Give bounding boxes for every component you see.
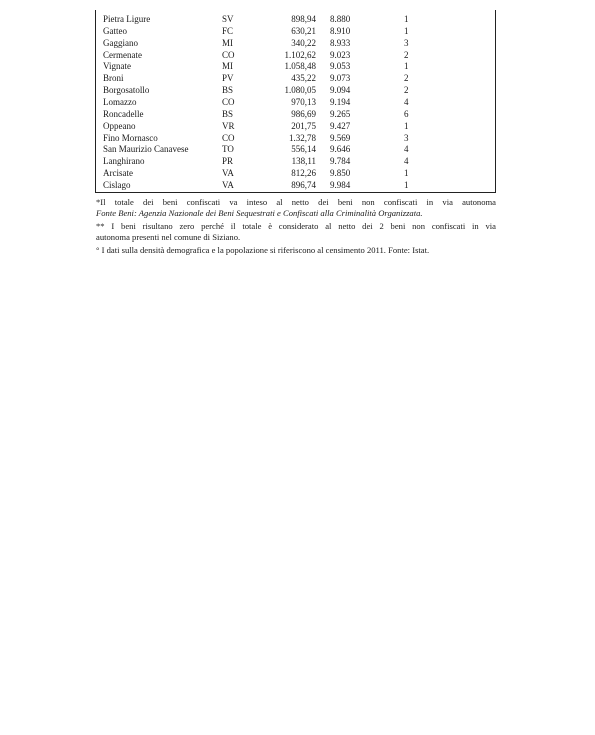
- value-cell: 1.080,05: [284, 85, 316, 96]
- density-cell: 9.073: [330, 73, 351, 84]
- province-cell: VA: [222, 179, 234, 190]
- count-cell: 2: [404, 49, 409, 60]
- table-row: [96, 38, 495, 50]
- municipality-cell: Cermenate: [103, 49, 142, 60]
- municipality-cell: Gaggiano: [103, 37, 138, 48]
- table-row: [96, 73, 495, 85]
- density-cell: 8.910: [330, 25, 351, 36]
- municipality-cell: Pietra Ligure: [103, 14, 151, 24]
- count-cell: 1: [404, 25, 409, 36]
- value-cell: 1.32,78: [289, 132, 316, 143]
- table-row: [96, 180, 495, 192]
- value-cell: 898,94: [291, 14, 316, 24]
- province-cell: FC: [222, 25, 234, 36]
- province-cell: CO: [222, 96, 235, 107]
- density-cell: 8.880: [330, 14, 351, 24]
- value-cell: 138,11: [291, 156, 316, 167]
- municipality-cell: Oppeano: [103, 120, 136, 131]
- count-cell: 4: [404, 96, 409, 107]
- footnote-zero-goods-continued: autonoma presenti nel comune di Siziano.: [96, 232, 241, 243]
- province-cell: MI: [222, 37, 233, 48]
- table-row: [96, 109, 495, 121]
- density-cell: 9.427: [330, 120, 351, 131]
- count-cell: 3: [404, 132, 409, 143]
- count-cell: 3: [404, 37, 409, 48]
- province-cell: MI: [222, 61, 233, 72]
- table-row: [96, 14, 495, 26]
- table-row: [96, 121, 495, 133]
- municipality-cell: Borgosatollo: [103, 85, 150, 96]
- municipality-cell: Cislago: [103, 179, 131, 190]
- count-cell: 2: [404, 85, 409, 96]
- table-row: [96, 133, 495, 145]
- density-cell: 9.023: [330, 49, 351, 60]
- province-cell: SV: [222, 14, 234, 24]
- municipality-cell: Arcisate: [103, 168, 133, 179]
- source-note: Fonte Beni: Agenzia Nazionale dei Beni Sequestrati e Confiscati alla Criminalità Organizzata.: [96, 208, 423, 219]
- province-cell: BS: [222, 108, 234, 119]
- count-cell: 2: [404, 73, 409, 84]
- value-cell: 896,74: [291, 179, 316, 190]
- table-row: [96, 85, 495, 97]
- value-cell: 556,14: [291, 144, 316, 155]
- province-cell: CO: [222, 132, 235, 143]
- province-cell: BS: [222, 85, 234, 96]
- table-row: [96, 50, 495, 62]
- density-cell: 9.569: [330, 132, 351, 143]
- municipality-cell: Fino Mornasco: [103, 132, 158, 143]
- count-cell: 1: [404, 120, 409, 131]
- density-cell: 9.094: [330, 85, 351, 96]
- province-cell: TO: [222, 144, 234, 155]
- province-cell: VA: [222, 168, 234, 179]
- density-cell: 9.265: [330, 108, 351, 119]
- value-cell: 435,22: [291, 73, 316, 84]
- data-table: [95, 10, 496, 193]
- table-row: [96, 26, 495, 38]
- density-cell: 8.933: [330, 37, 351, 48]
- count-cell: 1: [404, 14, 409, 24]
- value-cell: 986,69: [291, 108, 316, 119]
- count-cell: 6: [404, 108, 409, 119]
- municipality-cell: Vignate: [103, 61, 131, 72]
- density-cell: 9.646: [330, 144, 351, 155]
- table-row: [96, 168, 495, 180]
- municipality-cell: Gatteo: [103, 25, 127, 36]
- count-cell: 1: [404, 168, 409, 179]
- municipality-cell: San Maurizio Canavese: [103, 144, 189, 155]
- province-cell: VR: [222, 120, 235, 131]
- municipality-cell: Broni: [103, 73, 124, 84]
- municipality-cell: Roncadelle: [103, 108, 144, 119]
- footnotes: [96, 197, 496, 256]
- footnote-census-source: ° I dati sulla densità demografica e la popolazione si riferiscono al censimento 2011. Fonte: Istat.: [96, 244, 430, 255]
- footnote-zero-goods: ** I beni risultano zero perché il totale è considerato al netto dei 2 beni non confiscati in via: [96, 220, 496, 231]
- density-cell: 9.053: [330, 61, 351, 72]
- value-cell: 1.058,48: [284, 61, 316, 72]
- municipality-cell: Lomazzo: [103, 96, 137, 107]
- value-cell: 970,13: [291, 96, 316, 107]
- count-cell: 1: [404, 179, 409, 190]
- province-cell: PR: [222, 156, 234, 167]
- count-cell: 1: [404, 61, 409, 72]
- footnote-total-confiscated: *Il totale dei beni confiscati va inteso al netto dei beni non confiscati in via autonoma: [96, 197, 496, 207]
- value-cell: 340,22: [291, 37, 316, 48]
- value-cell: 1.102,62: [284, 49, 316, 60]
- count-cell: 4: [404, 144, 409, 155]
- table-row: [96, 156, 495, 168]
- density-cell: 9.194: [330, 96, 351, 107]
- density-cell: 9.784: [330, 156, 351, 167]
- value-cell: 630,21: [291, 25, 316, 36]
- value-cell: 812,26: [291, 168, 316, 179]
- table-row: [96, 144, 495, 156]
- value-cell: 201,75: [291, 120, 316, 131]
- province-cell: CO: [222, 49, 235, 60]
- table-row: [96, 97, 495, 109]
- density-cell: 9.850: [330, 168, 351, 179]
- density-cell: 9.984: [330, 179, 351, 190]
- municipality-cell: Langhirano: [103, 156, 145, 167]
- count-cell: 4: [404, 156, 409, 167]
- table-row: [96, 61, 495, 73]
- province-cell: PV: [222, 73, 234, 84]
